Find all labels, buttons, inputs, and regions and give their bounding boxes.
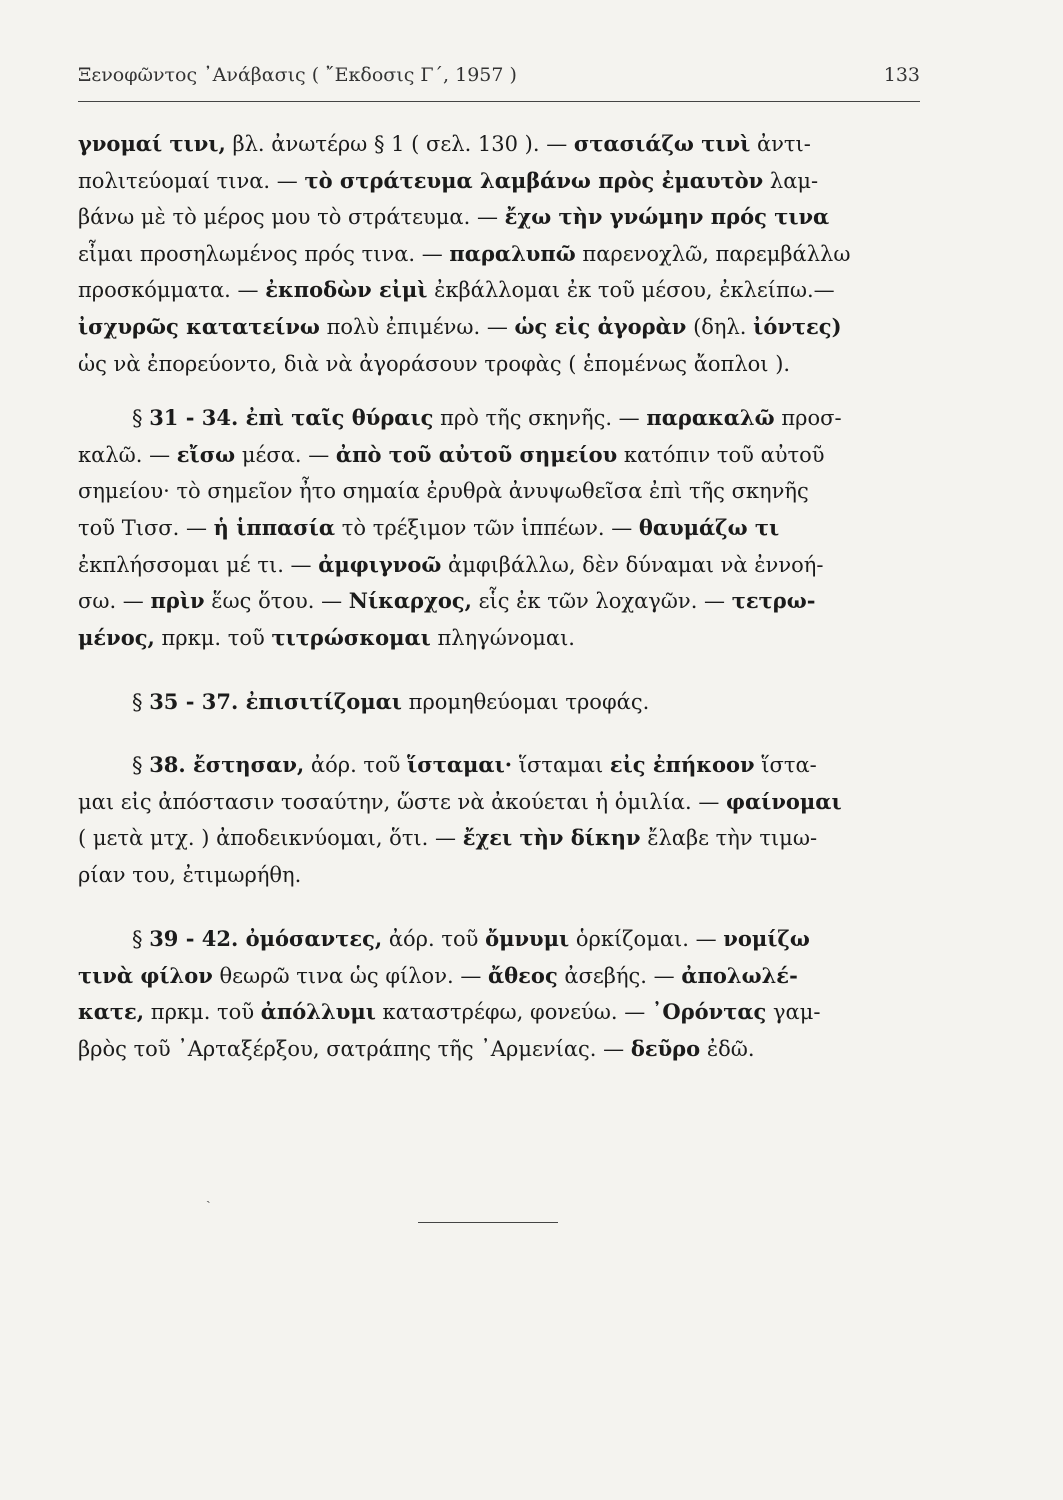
headword: ἡ ἱππασία xyxy=(213,514,336,540)
headword: εἰς ἐπήκοον xyxy=(609,751,755,777)
headword: μένος, xyxy=(78,624,155,650)
text-line xyxy=(78,747,920,784)
running-title: Ξενοφῶντος ᾿Ανάβασις ( ῎Εκδοσις Γ΄, 1957 ) xyxy=(78,64,517,86)
definition-text: βρὸς τοῦ ᾿Αρταξέρξου, σατράπης τῆς ᾿Αρμενίας. — xyxy=(78,1037,631,1062)
definition-text: παρενοχλῶ, παρεμβάλλω xyxy=(575,241,851,266)
text-line xyxy=(78,272,920,309)
headword: ὡς εἰς ἀγορὰν xyxy=(514,313,687,339)
headword: τιτρώσκομαι xyxy=(271,624,431,650)
definition-text: (δηλ. xyxy=(686,314,754,339)
definition-text: σω. — xyxy=(78,589,151,614)
headword: ἵσταμαι· xyxy=(407,751,513,777)
running-header xyxy=(78,64,920,86)
header-rule xyxy=(78,101,920,102)
definition-text: ἀντι- xyxy=(750,132,811,156)
headword: ἀμφιγνοῶ xyxy=(318,551,442,577)
definition-text: πολιτεύομαί τινα. — xyxy=(78,168,305,193)
text-line xyxy=(78,1031,920,1068)
headword: ἰόντες) xyxy=(753,313,842,339)
definition-text: ἵστα- xyxy=(754,752,817,777)
headword: τετρω- xyxy=(731,588,816,614)
definition-text: βλ. ἀνωτέρω § 1 ( σελ. 130 ). — xyxy=(225,132,574,156)
text-line xyxy=(78,820,920,857)
definition-text: πληγώνομαι. xyxy=(430,625,575,650)
text-line xyxy=(78,309,920,346)
definition-text: πρκμ. τοῦ xyxy=(144,1000,261,1025)
paragraph-gap xyxy=(78,721,920,747)
headword: ἀπὸ τοῦ αὐτοῦ σημείου xyxy=(335,441,618,467)
definition-text: βάνω μὲ τὸ μέρος μου τὸ στράτευμα. — xyxy=(78,205,505,230)
print-speck: ˎ xyxy=(206,1188,211,1204)
definition-text: ἐδῶ. xyxy=(700,1037,755,1062)
text-line xyxy=(78,346,920,383)
text-line xyxy=(78,583,920,620)
text-line xyxy=(78,784,920,821)
headword: φαίνομαι xyxy=(726,788,842,814)
definition-text: ἵσταμαι xyxy=(512,752,610,777)
text-line xyxy=(78,620,920,657)
definition-text: πρὸ τῆς σκηνῆς. — xyxy=(433,406,647,431)
definition-text: ἀόρ. τοῦ xyxy=(304,752,408,777)
headword: εἴσω xyxy=(176,441,236,467)
definition-text: εἶμαι προσηλωμένος πρός τινα. — xyxy=(78,241,450,266)
definition-text: καταστρέφω, φονεύω. — xyxy=(375,1000,652,1025)
definition-text: σημείου· τὸ σημεῖον ἦτο σημαία ἐρυθρὰ ἀνυψωθεῖσα ἐπὶ τῆς σκηνῆς xyxy=(78,479,809,504)
definition-text: § xyxy=(132,927,150,952)
definition-text: ρίαν του, ἐτιμωρήθη. xyxy=(78,862,302,887)
definition-text: § xyxy=(132,752,150,777)
headword: δεῦρο xyxy=(630,1036,701,1062)
headword: ἀπόλλυμι xyxy=(260,999,376,1025)
definition-text: ἔλαβε τὴν τιμω- xyxy=(640,826,818,851)
text-line xyxy=(78,236,920,273)
definition-text: κατόπιν τοῦ αὐτοῦ xyxy=(617,442,825,467)
paragraph-gap xyxy=(78,656,920,684)
headword: ὄμνυμι xyxy=(485,926,570,952)
definition-text: καλῶ. — xyxy=(78,442,177,467)
text-line xyxy=(78,163,920,200)
definition-text: εἷς ἐκ τῶν λοχαγῶν. — xyxy=(471,589,732,614)
definition-text: ( μετὰ μτχ. ) ἀποδεικνύομαι, ὅτι. — xyxy=(78,826,463,851)
headword: θαυμάζω τι xyxy=(638,514,780,540)
headword: κατε, xyxy=(78,999,145,1025)
definition-text: μέσα. — xyxy=(235,442,336,467)
headword: πρὶν xyxy=(150,588,205,614)
text-line xyxy=(78,199,920,236)
headword: ᾿Ορόντας xyxy=(651,999,767,1025)
glossary-paragraph xyxy=(78,126,920,382)
glossary-paragraph xyxy=(78,747,920,893)
text-line xyxy=(78,857,920,894)
text-line xyxy=(78,958,920,995)
definition-text: ἐκπλήσσομαι μέ τι. — xyxy=(78,552,319,577)
headword: ἔχει τὴν δίκην xyxy=(462,825,641,851)
text-line xyxy=(78,921,920,958)
headword: 38. ἔστησαν, xyxy=(149,751,305,777)
text-line xyxy=(78,473,920,510)
definition-text: ἀσεβής. — xyxy=(557,963,682,988)
text-line xyxy=(78,510,920,547)
headword: παρακαλῶ xyxy=(646,405,775,431)
glossary-paragraph xyxy=(78,921,920,1067)
headword: ἀπολωλέ- xyxy=(681,962,798,988)
glossary-body xyxy=(78,126,920,1068)
footer-rule xyxy=(418,1222,558,1223)
definition-text: μαι εἰς ἀπόστασιν τοσαύτην, ὥστε νὰ ἀκούεται ἡ ὁμιλία. — xyxy=(78,789,727,814)
glossary-paragraph xyxy=(78,400,920,656)
definition-text: λαμ- xyxy=(763,168,819,193)
headword: Νίκαρχος, xyxy=(348,588,472,614)
text-line xyxy=(78,437,920,474)
text-line xyxy=(78,400,920,437)
headword: ἐκποδὼν εἰμὶ xyxy=(265,277,428,303)
definition-text: τοῦ Τισσ. — xyxy=(78,515,214,540)
text-line xyxy=(78,684,920,721)
text-line xyxy=(78,994,920,1031)
headword: στασιάζω τινὶ xyxy=(573,131,751,156)
definition-text: τὸ τρέξιμον τῶν ἱππέων. — xyxy=(335,515,639,540)
headword: 35 - 37. ἐπισιτίζομαι xyxy=(149,689,402,715)
headword: ἰσχυρῶς κατατείνω xyxy=(78,313,320,339)
definition-text: ἀμφιβάλλω, δὲν δύναμαι νὰ ἐννοή- xyxy=(441,552,824,577)
definition-text: γαμ- xyxy=(766,1000,821,1025)
definition-text: ὡς νὰ ἐπορεύοντο, διὰ νὰ ἀγοράσουν τροφὰς ( ἑπομένως ἄοπλοι ). xyxy=(78,351,791,376)
headword: τὸ στράτευμα λαμβάνω πρὸς ἐμαυτὸν xyxy=(304,167,764,193)
paragraph-gap xyxy=(78,382,920,400)
headword: ἄθεος xyxy=(488,962,558,988)
definition-text: ἕως ὅτου. — xyxy=(204,589,349,614)
definition-text: ὁρκίζομαι. — xyxy=(569,927,724,952)
definition-text: ἐκβάλλομαι ἐκ τοῦ μέσου, ἐκλείπω.— xyxy=(427,278,835,303)
definition-text: προμηθεύομαι τροφάς. xyxy=(401,690,650,715)
headword: 39 - 42. ὀμόσαντες, xyxy=(149,926,383,952)
paragraph-gap xyxy=(78,893,920,921)
headword: τινὰ φίλον xyxy=(78,962,213,988)
headword: ἔχω τὴν γνώμην πρός τινα xyxy=(504,204,830,230)
definition-text: προσ- xyxy=(774,406,842,431)
headword: γνομαί τινι, xyxy=(78,131,226,156)
headword: νομίζω xyxy=(723,926,810,952)
definition-text: θεωρῶ τινα ὡς φίλον. — xyxy=(212,963,488,988)
glossary-paragraph xyxy=(78,684,920,721)
definition-text: πολὺ ἐπιμένω. — xyxy=(319,314,515,339)
definition-text: πρκμ. τοῦ xyxy=(154,625,272,650)
headword: παραλυπῶ xyxy=(449,240,576,266)
headword: 31 - 34. ἐπὶ ταῖς θύραις xyxy=(149,405,434,431)
text-line xyxy=(78,547,920,584)
definition-text: προσκόμματα. — xyxy=(78,278,266,303)
page-number: 133 xyxy=(883,64,920,86)
text-line xyxy=(78,126,920,163)
definition-text: § xyxy=(132,690,150,715)
definition-text: § xyxy=(132,406,150,431)
definition-text: ἀόρ. τοῦ xyxy=(382,927,486,952)
